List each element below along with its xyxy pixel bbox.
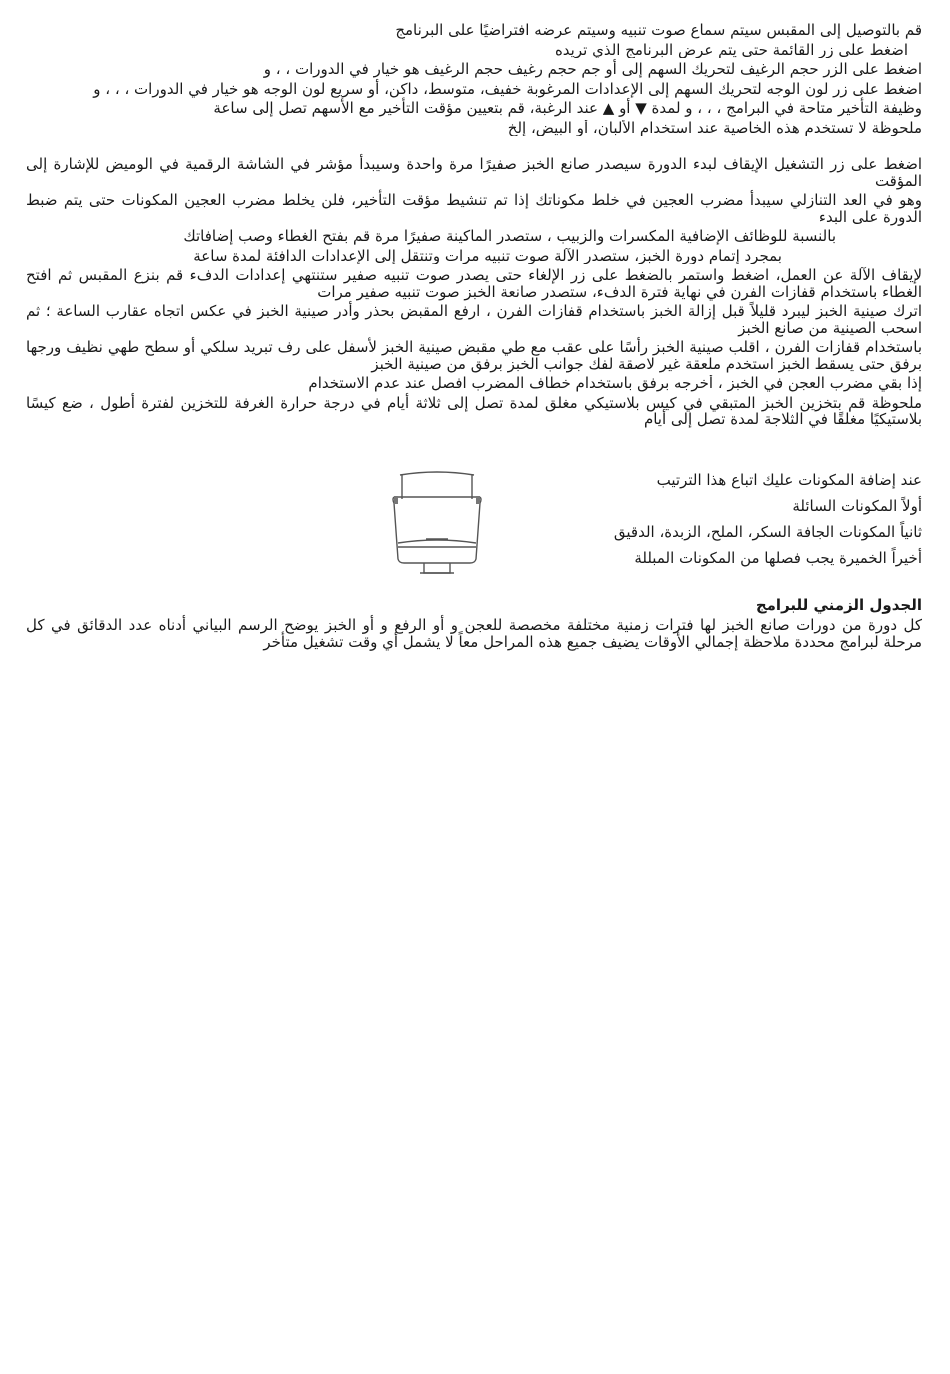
step-plug-in: قم بالتوصيل إلى المقبس سيتم سماع صوت تنبيه وسيتم عرضه افتراضيًا على البرنامج bbox=[395, 22, 922, 39]
step-menu-button: اضغط على زر القائمة حتى يتم عرض البرنامج الذي تريده bbox=[554, 41, 908, 58]
step-delay-timer: وظيفة التأخير متاحة في البرامج ، ، ، و لمدة ▼ أو ▲ عند الرغبة، قم بتعيين مؤقت التأخير مع الأسهم تصل إلى ساعة bbox=[213, 99, 922, 117]
ingredient-order-intro: عند إضافة المكونات عليك اتباع هذا الترتيب bbox=[656, 470, 922, 489]
step-add-ins-beep: بالنسبة للوظائف الإضافية المكسرات والزبيب ، ستصدر الماكينة صفيرًا مرة قم بفتح الغطاء وصب إضافاتك bbox=[183, 228, 836, 245]
note-delay-dairy: ملحوظة لا تستخدم هذه الخاصية عند استخدام الألبان، أو البيض، إلخ bbox=[507, 119, 922, 136]
step-loaf-size: اضغط على الزر حجم الرغيف لتحريك السهم إلى أو جم حجم رغيف حجم الرغيف هو خيار في الدورات ، ، و bbox=[263, 60, 922, 78]
step-remove-pan: اترك صينية الخبز ليبرد قليلاً قبل إزالة الخبز باستخدام قفازات الفرن ، ارفع المقبض بحذر وأدر صينية الخبز في عكس اتجاه عقارب الساعة ؛ ثم اسحب الصينية من صانع الخبز bbox=[26, 302, 922, 337]
step-start-stop: اضغط على زر التشغيل الإيقاف لبدء الدورة سيصدر صانع الخبز صفيرًا مرة واحدة وسيبدأ مؤشر في الشاشة الرقمية في الوميض للإشارة إلى المؤقت bbox=[26, 155, 922, 190]
manual-page bbox=[26, 22, 922, 653]
step-remove-bread: باستخدام قفازات الفرن ، اقلب صينية الخبز رأسًا على عقب مع طي مقبض صينية الخبز لأسفل على رف تبريد سلكي أو سطح طهي نظيف ورجها برفق حتى يسقط الخبز استخدم ملعقة غير لاصقة لفك جوانب الخبز برفق من صينية الخبز bbox=[26, 338, 922, 373]
ingredient-order-last: أخيراً الخميرة يجب فصلها من المكونات المبللة bbox=[634, 548, 922, 567]
ingredient-order-first: أولاً المكونات السائلة bbox=[792, 496, 922, 515]
ingredient-order-second: ثانياً المكونات الجافة السكر، الملح، الزبدة، الدقيق bbox=[613, 522, 922, 541]
ingredient-order-block bbox=[26, 467, 922, 575]
note-storage: ملحوظة قم بتخزين الخبز المتبقي في كيس بلاستيكي مغلق لمدة تصل إلى ثلاثة أيام في درجة حرارة الغرفة للتخزين لفترة أطول ، ضع كيسًا بلاستيكيًا مغلقًا في الثلاجة لمدة تصل إلى أيام bbox=[26, 393, 922, 428]
schedule-description: كل دورة من دورات صانع الخبز لها فترات زمنية مختلفة مخصصة للعجن و أو الرفع و أو الخبز يوضح الرسم البياني أدناه عدد الدقائق في كل مرحلة لبرامج محددة ملاحظة إجمالي الأوقات يضيف جميع هذه المراحل معاً لا يشمل أي وقت تشغيل متأخر bbox=[26, 616, 922, 651]
schedule-title: الجدول الزمني للبرامج bbox=[755, 595, 922, 614]
spacer bbox=[26, 139, 922, 156]
step-cycle-complete: بمجرد إتمام دورة الخبز، ستصدر الآلة صوت تنبيه مرات وتنتقل إلى الإعدادات الدافئة لمدة ساعة bbox=[193, 247, 782, 264]
step-crust-color: اضغط على زر لون الوجه لتحريك السهم إلى الإعدادات المرغوبة خفيف، متوسط، داكن، أو سريع لون الوجه هو خيار في الدورات ، ، ، و bbox=[93, 79, 922, 98]
ingredient-order-list bbox=[502, 467, 922, 571]
step-kneading-paddle: إذا بقي مضرب العجن في الخبز ، أخرجه برفق باستخدام خطاف المضرب افصل عند عدم الاستخدام bbox=[308, 375, 922, 392]
bread-pan-icon bbox=[390, 469, 484, 575]
step-countdown-kneading: وهو في العد التنازلي سيبدأ مضرب العجين في خلط مكوناتك إذا تم تنشيط مؤقت التأخير، فلن يخلط مضرب العجين المكونات حتى يتم ضبط الدورة على البدء bbox=[26, 191, 922, 226]
spacer bbox=[26, 431, 922, 465]
step-stop-machine: لإيقاف الآلة عن العمل، اضغط واستمر بالضغط على زر الإلغاء حتى يصدر صوت تنبيه صفير ستنتهي إعدادات الدفء قم بنزع المقبس ثم افتح الغطاء باستخدام قفازات الفرن في نهاية فترة الدفء، ستصدر صانعة الخبز صوت تنبيه صفير مرات bbox=[26, 266, 922, 301]
